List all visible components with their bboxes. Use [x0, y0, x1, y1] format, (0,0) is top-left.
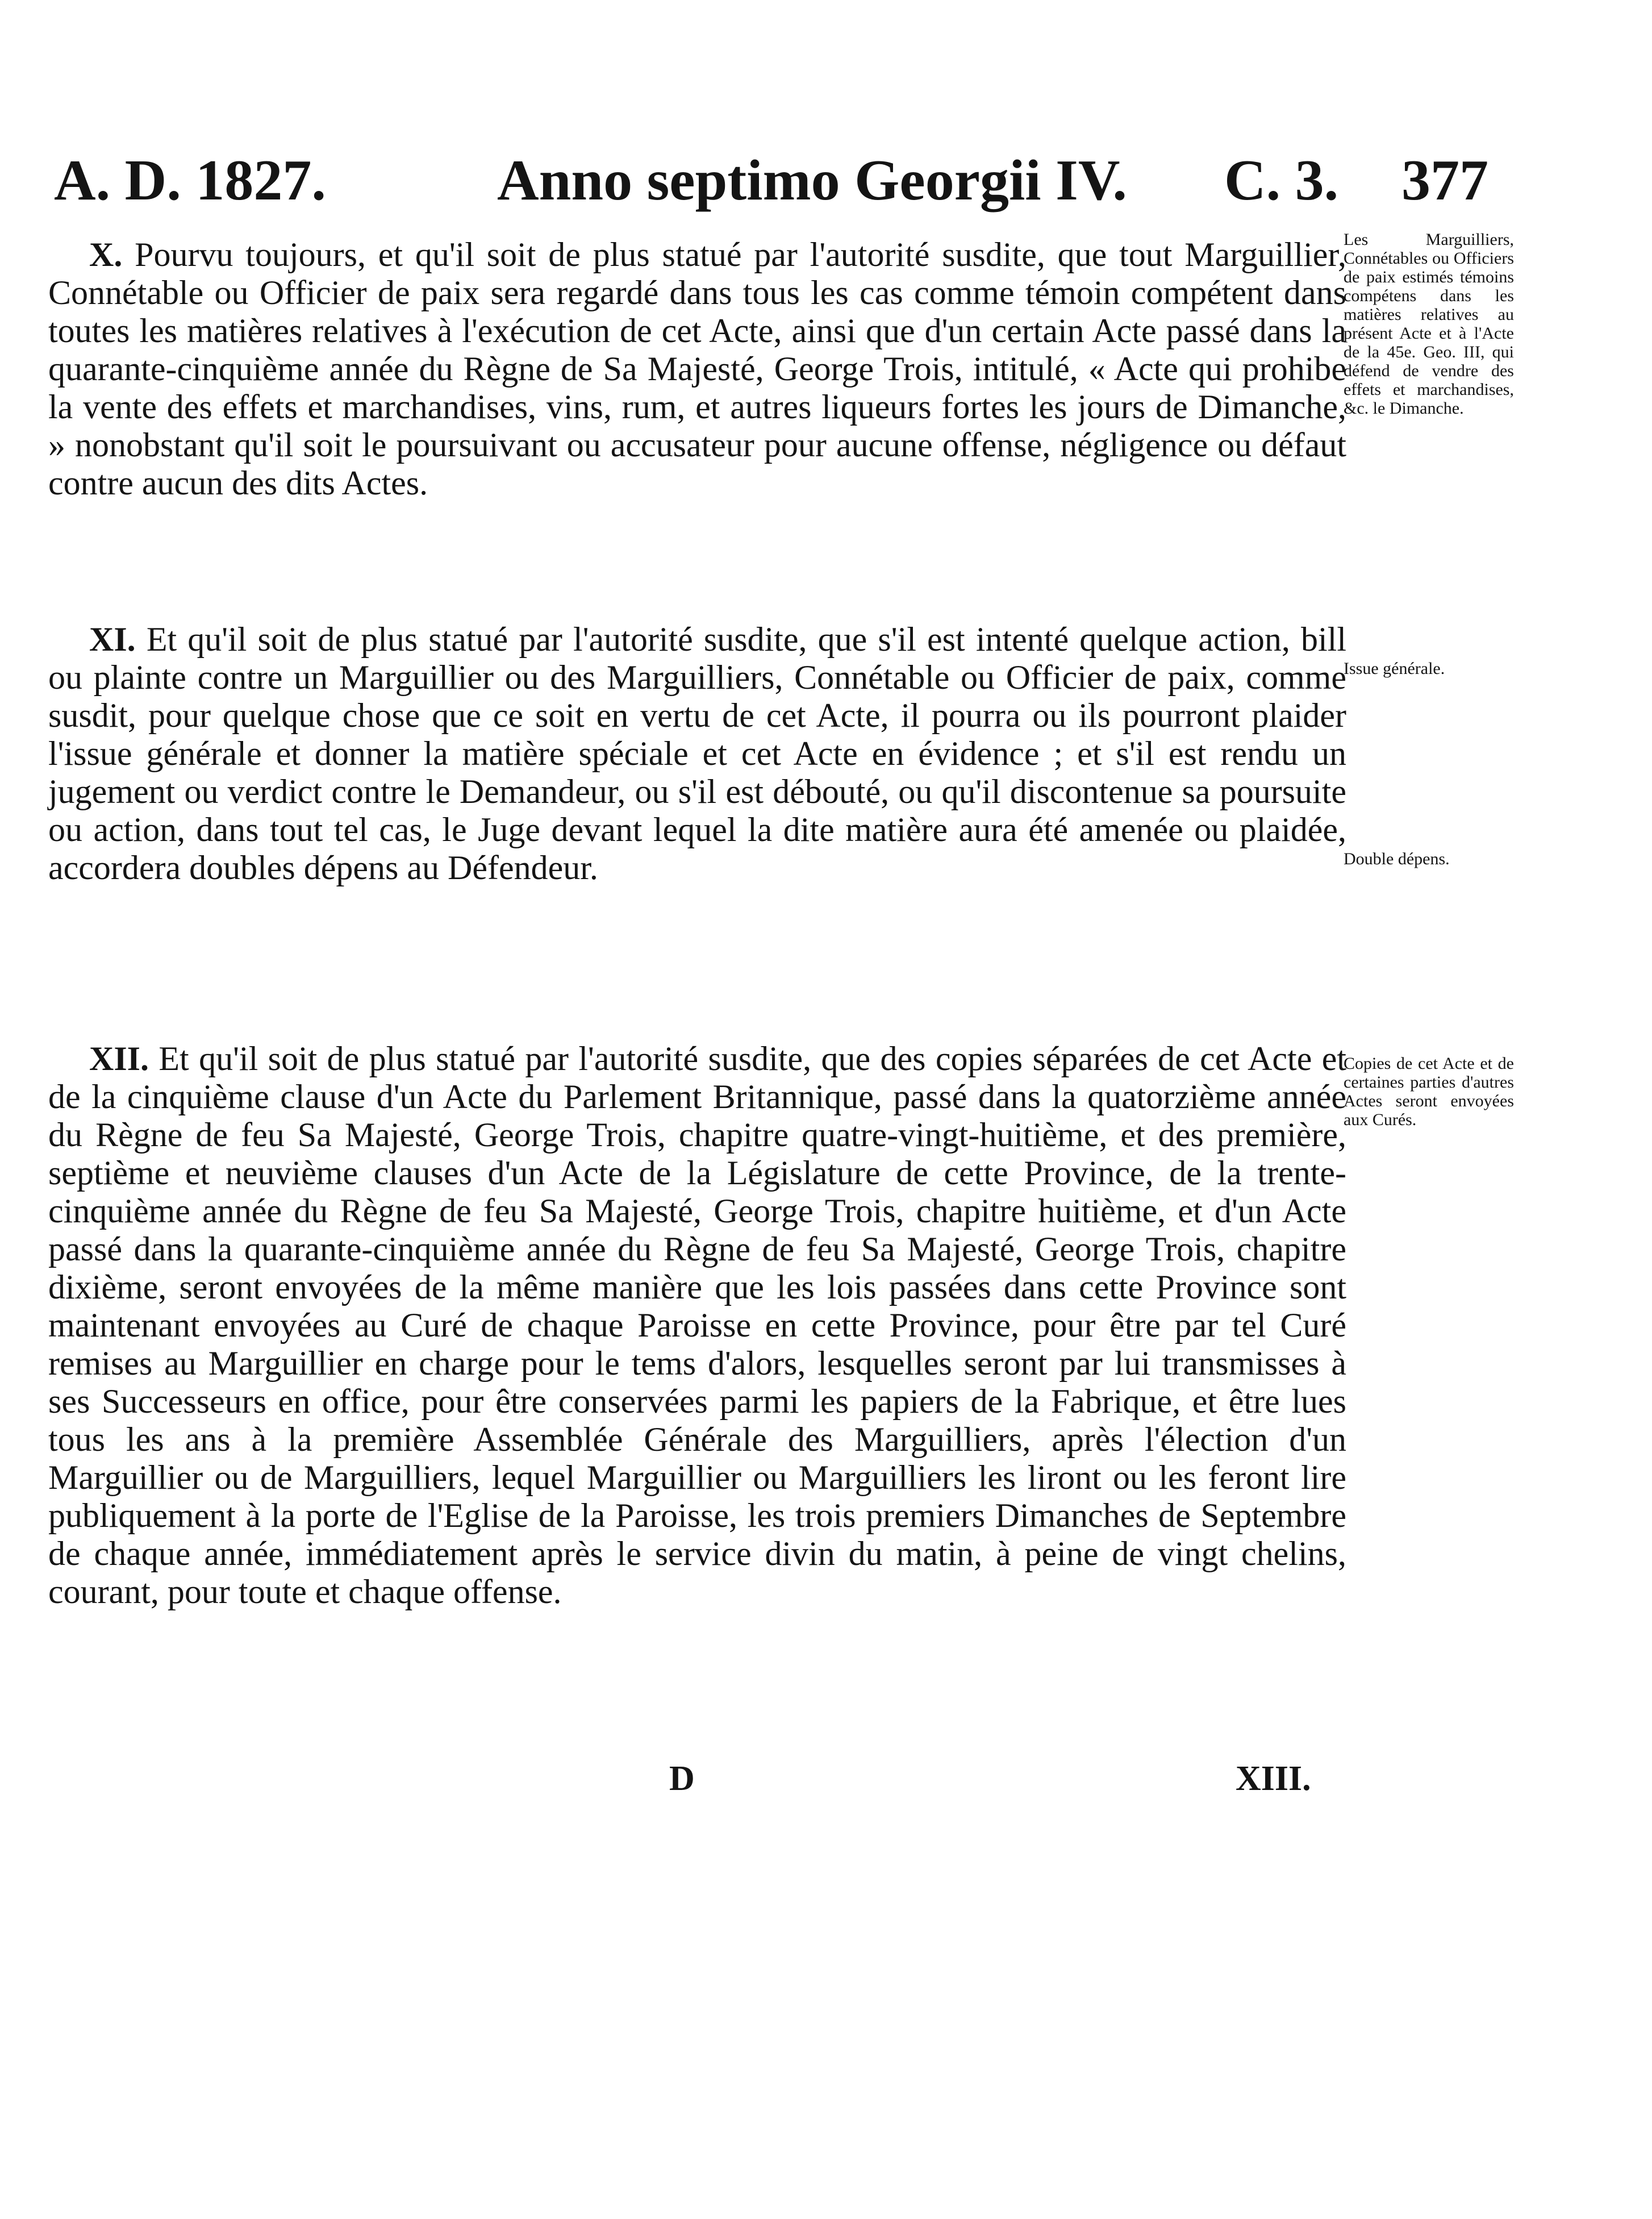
catchword: XIII.	[1236, 1759, 1311, 1798]
signature-mark: D	[669, 1759, 695, 1798]
section-xi-number: XI.	[89, 621, 136, 658]
header-title: Anno septimo Georgii IV.	[497, 148, 1127, 213]
margin-note-x: Les Marguilliers, Connétables ou Officiers de paix estimés témoins compétens dans les matières relatives au présent Acte et à l'Acte de la 45e. Geo. III, qui défend de vendre des effets et marchandises, &c. le Dimanche.	[1344, 230, 1514, 418]
section-xi	[48, 621, 1346, 887]
section-x	[48, 236, 1346, 502]
running-header	[54, 141, 1488, 220]
section-xii-paragraph	[48, 1040, 1346, 1611]
section-xii-text: Et qu'il soit de plus statué par l'autorité susdite, que des copies séparées de cet Acte et de la cinquième clause d'un Acte du Parlement Britannique, passé dans la quatorzième année du Règne de feu Sa Majesté, George Trois, chapitre quatre-vingt-huitième, et des première, septième et neuvième clauses d'un Acte de la Législature de cette Province, de la trente-cinquième année du Règne de feu Sa Majesté, George Trois, chapitre huitième, et d'un Acte passé dans la quarante-cinquième année du Règne de feu Sa Majesté, George Trois, chapitre dixième, seront envoyées de la même manière que les lois passées dans cette Province sont maintenant envoyées au Curé de chaque Paroisse en cette Province, pour être par tel Curé remises au Marguillier en charge pour le tems d'alors, lesquelles seront par lui transmisses à ses Successeurs en office, pour être conservées parmi les papiers de la Fabrique, et être lues tous les ans à la première Assemblée Générale des Marguilliers, après l'élection d'un Marguillier ou de Marguilliers, lequel Marguillier ou Marguilliers les liront ou les feront lire publiquement à la porte de l'Eglise de la Paroisse, les trois premiers Dimanches de Septembre de chaque année, immédiatement après le service divin du matin, à peine de vingt chelins, courant, pour toute et chaque offense.	[48, 1040, 1347, 1610]
section-x-paragraph	[48, 236, 1346, 502]
section-x-number: X.	[89, 236, 123, 273]
page-number: 377	[1401, 148, 1488, 213]
section-xi-text: Et qu'il soit de plus statué par l'autorité susdite, que s'il est intenté quelque action, bill ou plainte contre un Marguillier ou des Marguilliers, Connétable ou Officier de paix, comme susdit, pour quelque chose que ce soit en vertu de cet Acte, il pourra ou ils pourront plaider l'issue générale et donner la matière spéciale et cet Acte en évidence ; et s'il est rendu un jugement ou verdict contre le Demandeur, ou s'il est débouté, ou qu'il discontenue sa poursuite ou action, dans tout tel cas, le Juge devant lequel la dite matière aura été amenée ou plaidée, accordera doubles dépens au Défendeur.	[48, 621, 1346, 886]
section-x-text: Pourvu toujours, et qu'il soit de plus statué par l'autorité susdite, que tout Marguillier, Connétable ou Officier de paix sera regardé dans tous les cas comme témoin compétent dans toutes les matières relatives à l'exécution de cet Acte, ainsi que d'un certain Acte passé dans la quarante-cinquième année du Règne de Sa Majesté, George Trois, intitulé, « Acte qui prohibe la vente des effets et marchandises, vins, rum, et autres liqueurs fortes les jours de Dimanche, » nonobstant qu'il soit le poursuivant ou accusateur pour aucune offense, négligence ou défaut contre aucun des dits Actes.	[48, 236, 1346, 502]
section-xi-paragraph	[48, 621, 1346, 887]
section-xii	[48, 1040, 1346, 1611]
header-chapter: C. 3.	[1224, 148, 1339, 213]
margin-note-xii: Copies de cet Acte et de certaines parties d'autres Actes seront envoyées aux Curés.	[1344, 1054, 1514, 1129]
margin-note-xi-issue: Issue générale.	[1344, 659, 1445, 678]
section-xii-number: XII.	[89, 1040, 149, 1077]
margin-note-xi-dépens: Double dépens.	[1344, 850, 1450, 868]
header-date: A. D. 1827.	[54, 148, 326, 213]
